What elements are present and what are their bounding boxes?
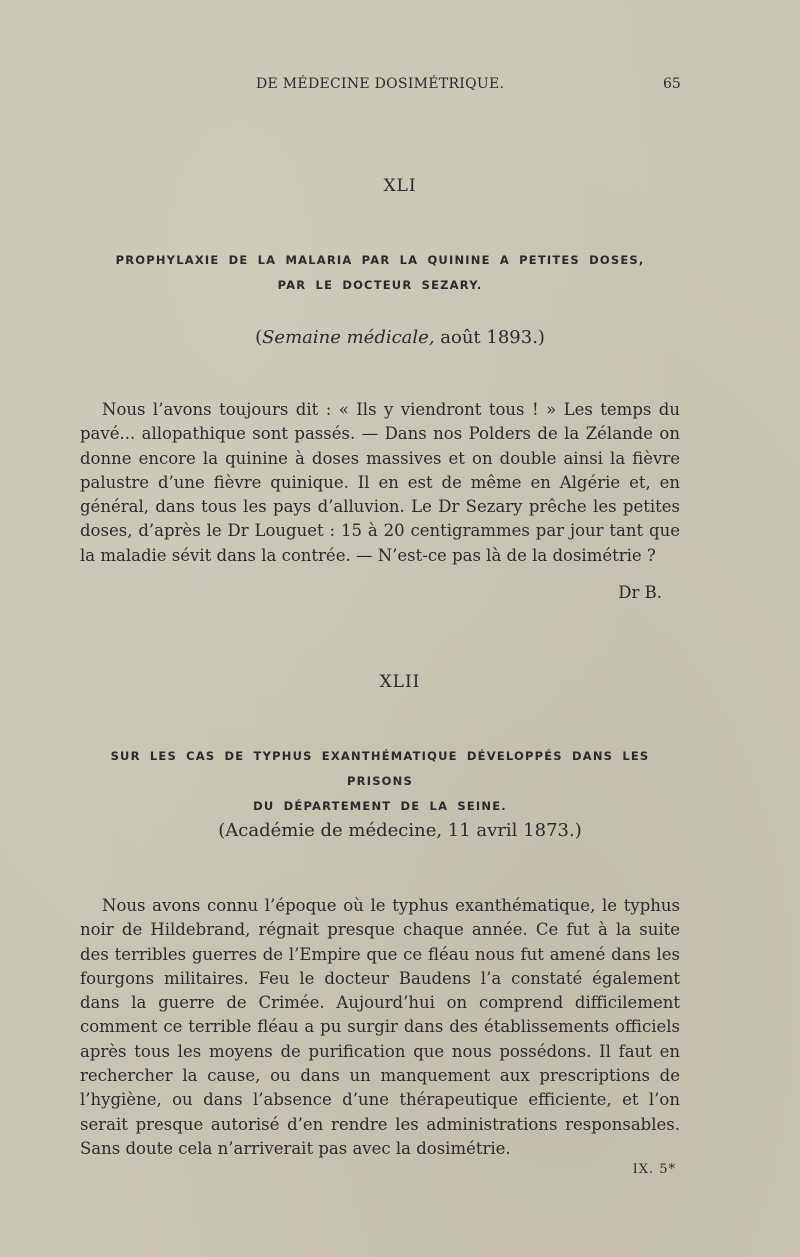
signature: Dr B. [618,583,662,602]
source-date: août 1893.) [434,327,545,348]
running-head: DE MÉDECINE DOSIMÉTRIQUE. [256,76,505,92]
source-journal: Semaine médicale, [262,327,435,348]
source-citation [0,327,800,348]
sheet-signature-mark: IX. 5* [632,1162,676,1177]
section-number: XLII [379,672,421,692]
body-paragraph: Nous l’avons toujours dit : « Ils y viendront tous ! » Les temps du pavé... allopathique sont passés. — Dans nos Polders de la Zélande on donne encore la quinine à doses massives et on double ainsi la fièvre palustre d’une fièvre quinique. Il en est de même en Algérie et, en général, dans tous les pays d’alluvion. Le Dr Sezary prêche les petites doses, d’après le Dr Louguet : 15 à 20 centigrammes par jour tant que la maladie sévit dans la contrée. — N’est-ce pas là de la dosimétrie ? [80,400,680,565]
section-title-line: SUR LES CAS DE TYPHUS EXANTHÉMATIQUE DÉVELOPPÉS DANS LES PRISONS [110,749,650,788]
section-title-line: PAR LE DOCTEUR SEZARY. [277,278,483,292]
source-open: ( [255,327,263,348]
section-title-line: PROPHYLAXIE DE LA MALARIA PAR LA QUININE A PETITES DOSES, [115,253,645,267]
section-title-line: DU DÉPARTEMENT DE LA SEINE. [253,799,507,813]
source-citation: (Académie de médecine, 11 avril 1873.) [218,820,582,841]
section-title [80,248,680,298]
page-number: 65 [663,76,681,92]
section-title [80,744,680,819]
section-number: XLI [383,176,417,196]
body-paragraph: Nous avons connu l’époque où le typhus exanthématique, le typhus noir de Hildebrand, régnait presque chaque année. Ce fut à la suite des terribles guerres de l’Empire que ce fléau nous fut amené dans les fourgons militaires. Feu le docteur Baudens l’a constaté également dans la guerre de Crimée. Aujourd’hui on comprend difficilement comment ce terrible fléau a pu surgir dans des établissements officiels après tous les moyens de purification que nous possédons. Il faut en rechercher la cause, ou dans un manquement aux prescriptions de l’hygiène, ou dans l’absence d’une thérapeutique efficiente, et l’on serait presque autorisé d’en rendre les administrations responsables. Sans doute cela n’arriverait pas avec la dosimétrie. [80,896,680,1158]
